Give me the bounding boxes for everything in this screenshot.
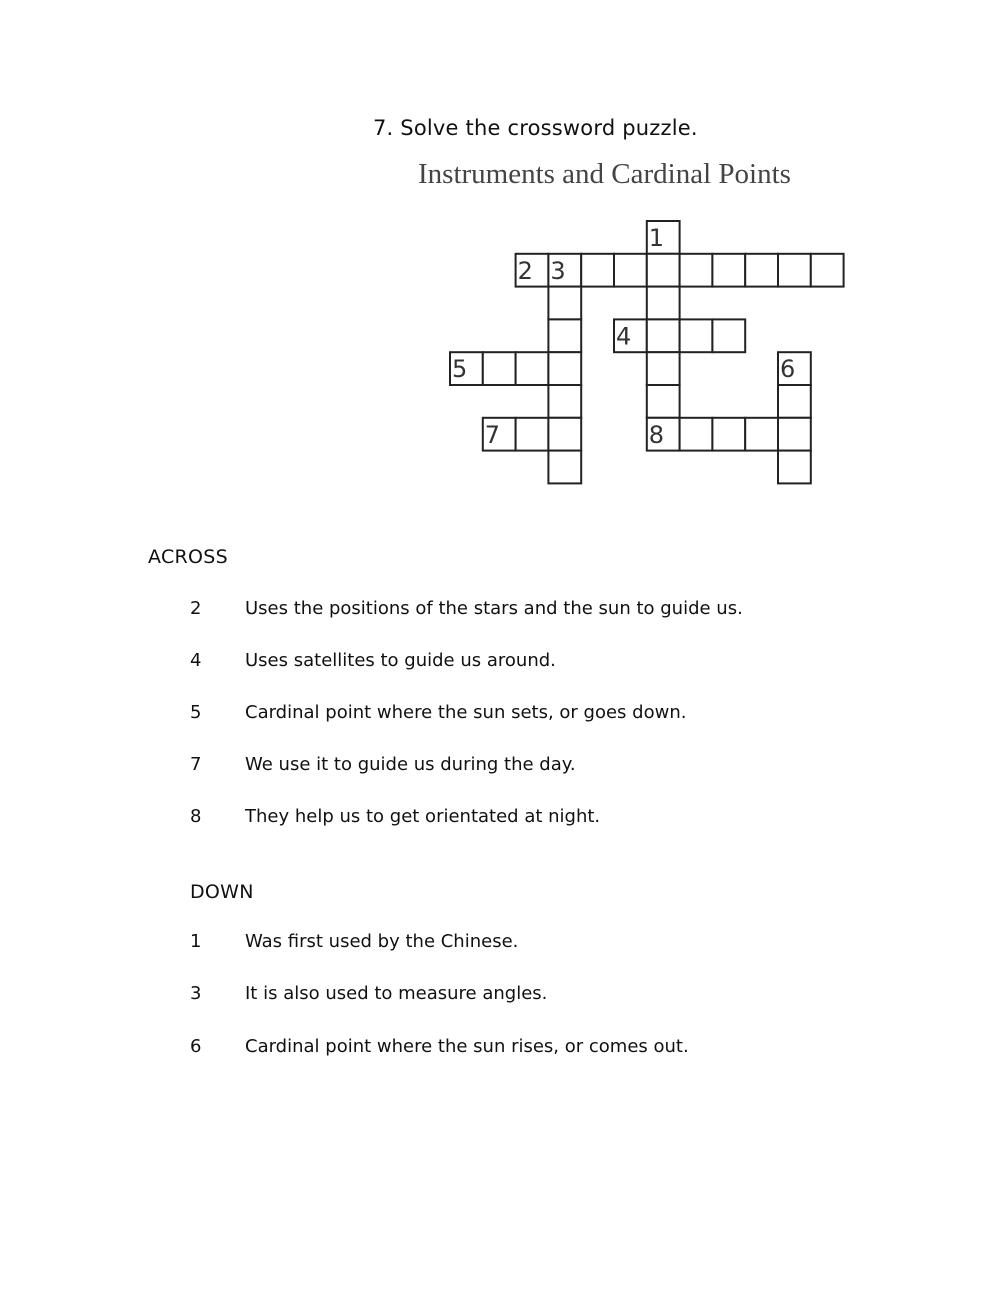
crossword-cell[interactable] [647,385,680,418]
crossword-cell[interactable] [516,352,549,385]
clue-text: Cardinal point where the sun sets, or goes down. [245,702,687,723]
crossword-cell[interactable] [680,418,713,451]
crossword-cell[interactable] [712,254,745,287]
cell-number: 7 [484,420,501,449]
crossword-cell[interactable] [778,451,811,484]
instruction-text: 7. Solve the crossword puzzle. [373,116,698,140]
clue-text: They help us to get orientated at night. [245,806,601,827]
cell-number: 3 [550,256,566,285]
crossword-cell[interactable] [745,418,778,451]
crossword-cell[interactable] [483,352,516,385]
cell-number: 1 [648,224,665,252]
crossword-cell[interactable] [647,352,680,385]
crossword-cell[interactable] [778,385,811,418]
across-heading: ACROSS [148,546,229,568]
crossword-cell[interactable] [548,352,581,385]
crossword-cell[interactable] [548,287,581,320]
crossword-cell[interactable] [647,254,680,287]
clue-text: Uses satellites to guide us around. [245,650,556,671]
down-heading: DOWN [190,881,254,903]
clue-number: 8 [190,806,202,827]
clue-number: 4 [190,650,202,671]
clue-text: Cardinal point where the sun rises, or comes out. [245,1036,689,1057]
clue-text: Uses the positions of the stars and the sun to guide us. [245,598,743,619]
crossword-cell[interactable] [778,254,811,287]
clue-number: 5 [190,702,202,723]
cell-number: 6 [780,355,796,384]
crossword-cell[interactable] [548,418,581,451]
crossword-cell[interactable] [712,319,745,352]
clue-text: We use it to guide us during the day. [245,754,576,775]
cell-number: 2 [517,256,533,285]
crossword-cell[interactable] [647,319,680,352]
puzzle-title: Instruments and Cardinal Points [418,158,791,190]
clue-number: 3 [190,983,202,1004]
crossword-grid [0,0,1000,520]
crossword-cell[interactable] [581,254,614,287]
clue-number: 7 [190,754,202,775]
crossword-cell[interactable] [778,418,811,451]
crossword-cell[interactable] [516,418,549,451]
clue-number: 6 [190,1036,202,1057]
crossword-cell[interactable] [614,254,647,287]
crossword-cell[interactable] [745,254,778,287]
crossword-cell[interactable] [548,319,581,352]
clue-number: 2 [190,598,202,619]
crossword-cell[interactable] [548,451,581,484]
clue-text: It is also used to measure angles. [245,983,548,1004]
crossword-cell[interactable] [548,385,581,418]
clue-number: 1 [190,931,202,952]
crossword-cell[interactable] [712,418,745,451]
crossword-cell[interactable] [647,287,680,320]
crossword-cell[interactable] [680,319,713,352]
cell-number: 5 [452,355,468,384]
crossword-cell[interactable] [811,254,844,287]
clue-text: Was first used by the Chinese. [245,931,519,952]
cell-number: 8 [648,420,665,449]
crossword-cell[interactable] [680,254,713,287]
cell-number: 4 [616,322,632,351]
